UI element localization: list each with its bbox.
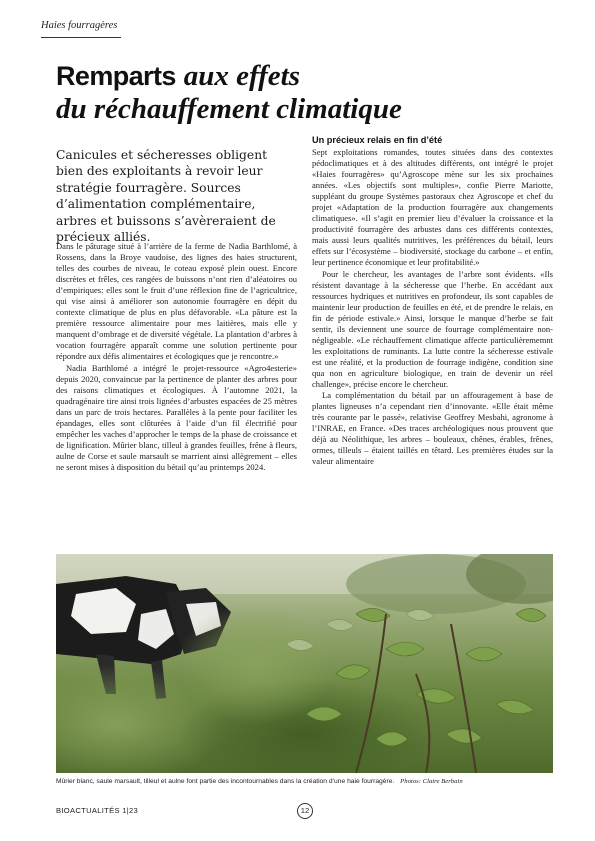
body-paragraph: Sept exploitations romandes, toutes situées dans des contextes pédoclimatiques et à des altitudes différents, ont intégré le projet «Haies fourragères» qu’Agroscope mène sur les six prochaines années. «Les objectifs sont multiples», confie Pierre Mariotte, suppléant du groupe Systèmes pastoraux chez Agroscope et chef du projet «Adaptation de la production fourragère aux changements climatiques». «Il s’agit en premier lieu d’évaluer la croissance et la productivité fourragère des arbustes dans ces différents contextes, mais aussi leurs qualités nutritives, les préférences du bétail, leurs effets sur l’écosystème – biodiversité, stockage du carbone – et enfin, leur pertinence économique et leur profitabilité.» [312, 147, 553, 268]
title-second-line: du réchauffement climatique [56, 93, 402, 125]
page-number: 12 [297, 803, 313, 819]
body-paragraph: Dans le pâturage situé à l’arrière de la ferme de Nadia Barthlomé, à Rossens, dans la Broye vaudoise, des lignes des haies structurent, telles des courbes de niveau, le coteau exposé plein ouest. Encore discrètes et frêles, ces rangées de buissons n’ont rien d’aléatoires ou d’empiriques: elles sont le fruit d’une réflexion fine de l’agricultrice, qui vise ainsi à améliorer son autonomie fourragère en dépit du contexte climatique de plus en plus défavorable. «La pâture est la première ressource alimentaire pour mes laitières, mais elle y manquent d’ombrage et de diversité végétale. La plantation d’arbres à vocation fourragère apparaît comme une solution pertinente pour répondre aux défis alimentaires et écologiques que je rencontre.» [56, 241, 297, 362]
body-paragraph: Pour le chercheur, les avantages de l’arbre sont évidents. «Ils résistent davantage à la sécheresse que l’herbe. En accédant aux ressources hydriques et nutritives en profondeur, ils sont capables de maintenir leur production de feuilles en été, et de prendre le relais, en fin de période estivale.» Ainsi, lorsque le manque d’herbe se fait sentir, ils deviennent une source de fourrage complémentaire non-négligeable. «Le réchauffement climatique affecte particulièrememnt les exploitations de ruminants. La lutte contre la sécheresse estivale est une réalité, et la production de fourrage indigène, condition sine qua non en agriculture biologique, en train de devenir un réel challenge», précise encore le chercheur. [312, 268, 553, 389]
publication-name: BIOACTUALITÉS 1|23 [56, 806, 139, 815]
subheading: Un précieux relais en fin d’été [312, 135, 443, 145]
photo-credit: Photos: Claire Berbain [400, 778, 463, 785]
article-lead: Canicules et sécheresses obligent bien des exploitants à revoir leur stratégie fourragère. Sources d’alimentation complémentaire, arbres et buissons s’avèreraient de précieux alliés. [56, 148, 276, 245]
title-italic-part: aux effets [183, 60, 301, 92]
title-bold-part: Remparts [56, 61, 176, 91]
body-paragraph: La complémentation du bétail par un affouragement à base de plantes ligneuses n’a cependant rien d’innovante. «Elle était même très courante par le passé», relativise Geoffrey Mesbahi, agronome à l’INRAE, en France. «Des traces archéologiques nous prouvent que déjà au Néolithique, les arbres – bouleaux, chênes, érables, frênes, ormes, tilleuls – étaient taillés en têtard. Les premières études sur la valeur alimentaire [312, 390, 553, 467]
article-title [56, 58, 556, 126]
body-paragraph: Nadia Barthlomé a intégré le projet-ressource «Agro4esterie» depuis 2020, convaincue par la pertinence de planter des arbres pour des raisons climatiques et écologiques. À l’automne 2021, la quadragénaire tire ainsi trois lignées d’arbustes espacées de 25 mètres dans un parc de trois hectares. Parallèles à la pente pour faciliter les épandages, elles sont clôturées à l’aide d’un fil électrifié pour empêcher les vaches d’approcher le temps de la phase de croissance et de lignification. Mûrier blanc, tilleul à grandes feuilles, frêne à fleurs, aulne de Corse et saule marsault se marrient ainsi allègrement – elles ne seront mises à disposition du bétail qu’au printemps 2024. [56, 362, 297, 472]
hedge-photo [56, 554, 553, 773]
rubric-underline [41, 37, 121, 38]
body-column-right [312, 134, 553, 467]
caption-text: Mûrier blanc, saule marsault, tilleul et aulne font partie des incontournables dans la création d’une haie fourragère. [56, 778, 395, 785]
section-rubric: Haies fourragères [41, 20, 118, 31]
photo-caption [56, 778, 556, 785]
body-column-left [56, 241, 297, 473]
